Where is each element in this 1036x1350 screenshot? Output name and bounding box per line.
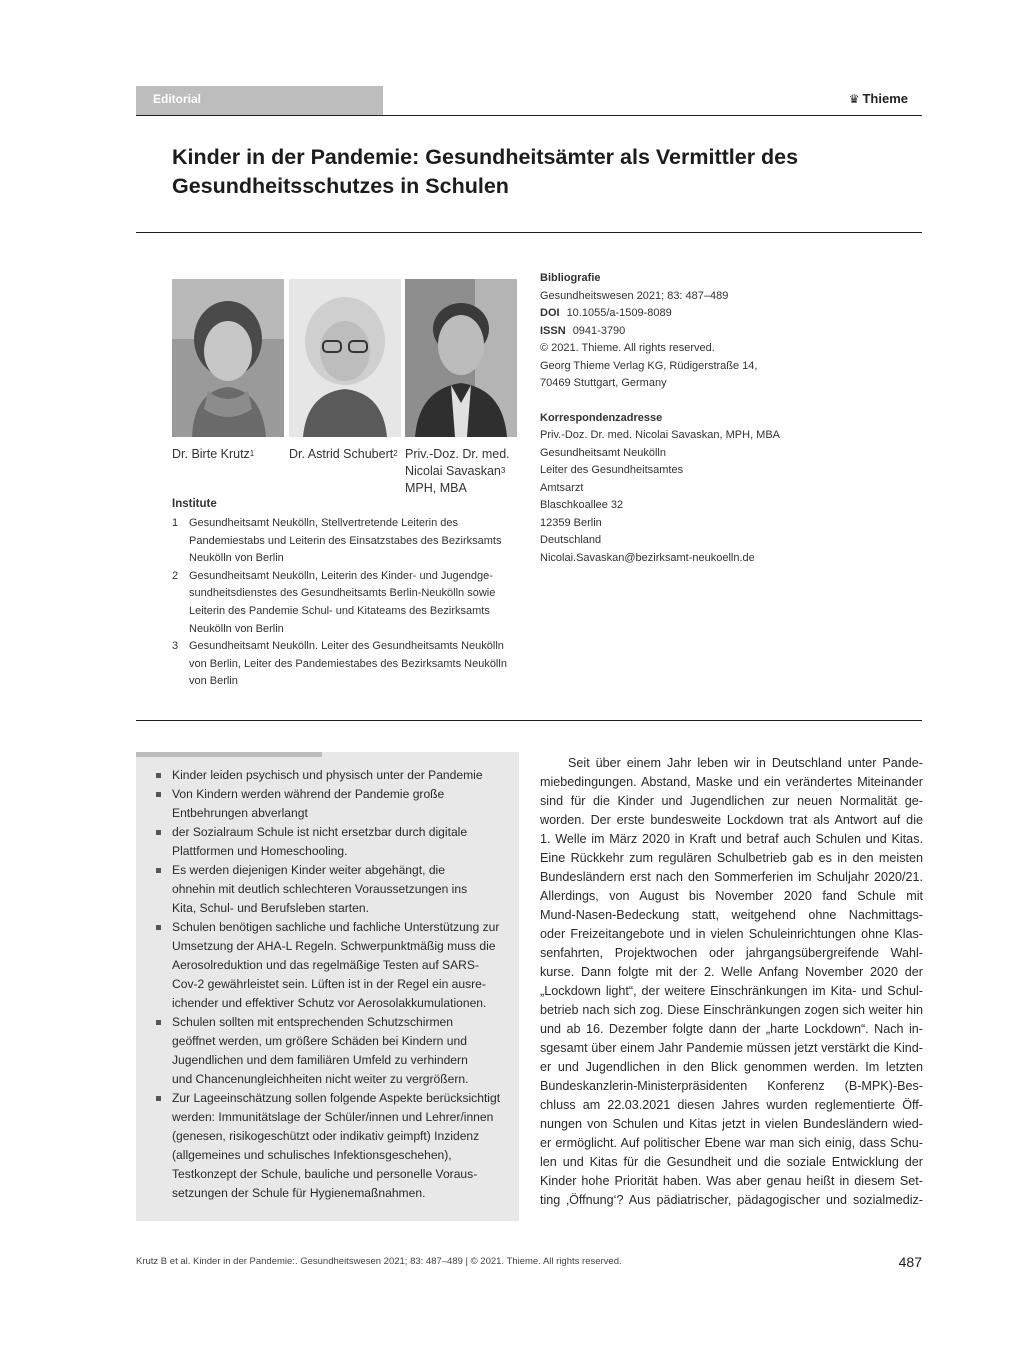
key-point-line: Umsetzung der AHA-L Regeln. Schwerpunktmäßig muss die bbox=[172, 939, 496, 953]
bullet-icon bbox=[156, 1096, 161, 1101]
key-points-tab bbox=[136, 752, 322, 757]
bullet-icon bbox=[156, 773, 161, 778]
title-rule bbox=[136, 232, 922, 233]
author-caption-2: Dr. Astrid Schubert$^2$ bbox=[289, 447, 398, 461]
key-point-item bbox=[155, 1013, 505, 1089]
body-line: nungen von Schulen und Kitas jetzt in vielen Bundesländern wied- bbox=[540, 1117, 923, 1131]
key-point-item bbox=[155, 1089, 505, 1203]
bullet-icon bbox=[156, 830, 161, 835]
bullet-icon bbox=[156, 925, 161, 930]
key-point-line: ichender und effektiver Schutz vor Aerosolakkumulationen. bbox=[172, 996, 487, 1010]
correspondence-line: 12359 Berlin bbox=[540, 516, 602, 529]
author-photo-krutz bbox=[172, 279, 284, 437]
correspondence-line: Gesundheitsamt Neukölln bbox=[540, 446, 666, 459]
body-line: senfahrten, Projektwochen oder jahrgangsübergreifende Wahl- bbox=[540, 946, 923, 960]
key-point-item bbox=[155, 785, 505, 823]
key-point-line: Schulen benötigen sachliche und fachliche Unterstützung zur bbox=[172, 920, 500, 934]
author-photo-savaskan bbox=[405, 279, 517, 437]
key-point-item bbox=[155, 861, 505, 918]
key-point-line: Kita, Schul- und Berufsleben starten. bbox=[172, 901, 369, 915]
bibliography-heading: Bibliografie bbox=[540, 272, 601, 284]
body-line: betrieb nach sich zog. Diese Einschränkungen zogen sich weiter hin bbox=[540, 1003, 923, 1017]
key-point-line: Von Kindern werden während der Pandemie große bbox=[172, 787, 445, 801]
body-line: Eine Rückkehr zum regulären Schulbetrieb gab es in den meisten bbox=[540, 851, 923, 865]
title-line: Gesundheitsschutzes in Schulen bbox=[172, 174, 509, 198]
key-point-line: werden: Immunitätslage der Schüler/innen und Lehrer/innen bbox=[172, 1110, 494, 1124]
body-line: 1. Welle im März 2020 in Kraft und betraf auch Schulen und Kitas. bbox=[540, 832, 923, 846]
issn-line: ISSN 0941-3790 bbox=[540, 324, 626, 337]
body-line: sind für die Kinder und Jugendlichen zur neuen Normalität ge- bbox=[540, 794, 923, 808]
body-line: er ermöglicht. Auf politischer Ebene war man sich einig, dass Schu- bbox=[540, 1136, 923, 1150]
body-line: und ab 16. Dezember folgte dann der „harte Lockdown“. Nach in- bbox=[540, 1022, 923, 1036]
key-point-item bbox=[155, 918, 505, 1013]
correspondence-email[interactable]: Nicolai.Savaskan@bezirksamt-neukoelln.de bbox=[540, 551, 755, 564]
key-point-line: Jugendlichen und dem familiären Umfeld zu verhindern bbox=[172, 1053, 468, 1067]
body-line: kurse. Dann folgte mit der 2. Welle Anfang November 2020 der bbox=[540, 965, 923, 979]
key-point-line: (allgemeines und schulisches Infektionsgeschehen), bbox=[172, 1148, 452, 1162]
correspondence-heading: Korrespondenzadresse bbox=[540, 411, 663, 424]
title-line: Kinder in der Pandemie: Gesundheitsämter als Vermittler des bbox=[172, 145, 799, 169]
key-point-line: und Chancenungleichheiten nicht weiter zu vergrößern. bbox=[172, 1072, 469, 1086]
institutes-heading: Institute bbox=[172, 498, 217, 510]
body-line: oder Freizeitangebote und in vielen Schuleinrichtungen ohne Klas- bbox=[540, 927, 923, 941]
body-line: ting ‚Öffnung‘? Aus pädiatrischer, pädagogischer und sozialmediz- bbox=[540, 1193, 923, 1207]
body-line: sgesamt über einem Jahr Pandemie müssen jetzt verstärkt die Kind- bbox=[540, 1041, 923, 1055]
body-line: Bundesländern erst nach den Sommerferien im Schuljahr 2020/21. bbox=[540, 870, 923, 884]
thieme-crest-icon: ♛ bbox=[848, 91, 860, 106]
key-point-line: Entbehrungen abverlangt bbox=[172, 806, 308, 820]
page-number: 487 bbox=[898, 1254, 922, 1270]
key-points-list bbox=[155, 766, 505, 1203]
body-line: Mund-Nasen-Bedeckung statt, weitgehend ohne Nachmittags- bbox=[540, 908, 923, 922]
bullet-icon bbox=[156, 792, 161, 797]
footer-citation: Krutz B et al. Kinder in der Pandemie:. Gesundheitswesen 2021; 83: 487–489 | © 2021. Thieme. All rights reserved. bbox=[136, 1256, 622, 1267]
body-line: worden. Der erste bundesweite Lockdown trat als Antwort auf die bbox=[540, 813, 923, 827]
key-point-line: Testkonzept der Schule, bauliche und personelle Voraus- bbox=[172, 1167, 478, 1181]
key-point-line: ohnehin mit deutlich schlechteren Voraussetzungen ins bbox=[172, 882, 468, 896]
doi-link[interactable]: 10.1055/a-1509-8089 bbox=[566, 307, 672, 319]
copyright: © 2021. Thieme. All rights reserved. bbox=[540, 342, 715, 354]
correspondence-line: Deutschland bbox=[540, 534, 602, 546]
key-point-line: der Sozialraum Schule ist nicht ersetzbar durch digitale bbox=[172, 825, 468, 839]
bullet-icon bbox=[156, 868, 161, 873]
institute-item: 1 Gesundheitsamt Neukölln, Stellvertretende Leiterin des Pandemiestabs und Leiterin des Einsatzstabes des Bezirksamts Neukölln von Berlin bbox=[172, 517, 502, 565]
publisher-name: Thieme bbox=[862, 91, 908, 106]
key-point-line: setzungen der Schule für Hygienemaßnahmen. bbox=[172, 1186, 426, 1200]
correspondence-line: Priv.-Doz. Dr. med. Nicolai Savaskan, MPH, MBA bbox=[540, 429, 781, 441]
key-point-line: Zur Lageeinschätzung sollen folgende Aspekte berücksichtigt bbox=[172, 1091, 501, 1105]
key-point-line: Schulen sollten mit entsprechenden Schutzschirmen bbox=[172, 1015, 453, 1029]
institute-item: 3 Gesundheitsamt Neukölln. Leiter des Gesundheitsamts Neukölln von Berlin, Leiter des Pandemiestabes des Bezirksamts Neukölln von Berlin bbox=[172, 640, 507, 688]
journal-citation: Gesundheitswesen 2021; 83: 487–489 bbox=[540, 289, 729, 302]
author-caption-3: Priv.-Doz. Dr. med. Nicolai Savaskan$^3$ MPH, MBA bbox=[405, 447, 510, 495]
bibliography-panel bbox=[540, 270, 920, 567]
key-point-line: (genesen, risikogeschützt oder indikativ geimpft) Inzidenz bbox=[172, 1129, 480, 1143]
body-line: len und Kitas für die Gesundheit und die soziale Entwicklung der bbox=[540, 1155, 923, 1169]
key-point-item bbox=[155, 823, 505, 861]
key-point-line: Es werden diejenigen Kinder weiter abgehängt, die bbox=[172, 863, 445, 877]
author-caption-1: Dr. Birte Krutz$^1$ bbox=[172, 447, 255, 461]
header-rule bbox=[136, 115, 922, 116]
body-line: Allerdings, von August bis November 2020 fand Schule mit bbox=[540, 889, 923, 903]
body-line: Bundeskanzlerin-Ministerpräsidenten Konferenz (B-MPK)-Bes- bbox=[540, 1079, 923, 1093]
article-title bbox=[172, 143, 892, 201]
publisher-address-line: Georg Thieme Verlag KG, Rüdigerstraße 14, bbox=[540, 359, 758, 372]
correspondence-line: Blaschkoallee 32 bbox=[540, 499, 624, 511]
section-rule bbox=[136, 720, 922, 721]
author-photo-schubert bbox=[289, 279, 401, 437]
publisher-address-line: 70469 Stuttgart, Germany bbox=[540, 377, 667, 389]
correspondence-line: Amtsarzt bbox=[540, 481, 584, 494]
body-line: Kinder hohe Priorität haben. Was aber genau heißt in diesem Set- bbox=[540, 1174, 923, 1188]
key-point-line: geöffnet werden, um größere Schäden bei Kindern und bbox=[172, 1034, 467, 1048]
section-tag: Editorial bbox=[153, 92, 202, 106]
key-point-item bbox=[155, 766, 505, 785]
publisher-logo bbox=[849, 91, 908, 106]
article-body bbox=[540, 754, 923, 1210]
body-line: er und Jugendlichen in den Blick genommen werden. Im letzten bbox=[540, 1060, 923, 1074]
correspondence-line: Leiter des Gesundheitsamtes bbox=[540, 464, 684, 476]
key-point-line: Aerosolreduktion und das regelmäßige Testen auf SARS- bbox=[172, 958, 479, 972]
doi-line: DOI 10.1055/a-1509-8089 bbox=[540, 307, 672, 319]
institutes-list bbox=[172, 515, 517, 691]
key-point-line: Kinder leiden psychisch und physisch unter der Pandemie bbox=[172, 768, 483, 782]
institute-item: 2 Gesundheitsamt Neukölln, Leiterin des Kinder- und Jugendge- sundheitsdienstes des Gesundheitsamts Berlin-Neukölln sowie Leiterin des Pandemie Schul- und Kitateams des Bezirksamts Neukölln von Berlin bbox=[172, 569, 496, 635]
key-point-line: Plattformen und Homeschooling. bbox=[172, 844, 348, 858]
bullet-icon bbox=[156, 1020, 161, 1025]
body-line: miebedingungen. Abstand, Maske und ein verändertes Miteinander bbox=[540, 775, 923, 789]
key-point-line: Cov-2 gewährleistet sein. Lüften ist in der Regel ein ausre- bbox=[172, 977, 486, 991]
body-line: chluss am 22.03.2021 diesen Jahres wurden reglementierte Öff- bbox=[540, 1098, 923, 1112]
body-line: Seit über einem Jahr leben wir in Deutschland unter Pande- bbox=[568, 756, 923, 770]
body-line: „Lockdown light“, der weitere Einschränkungen im Kita- und Schul- bbox=[540, 984, 923, 998]
